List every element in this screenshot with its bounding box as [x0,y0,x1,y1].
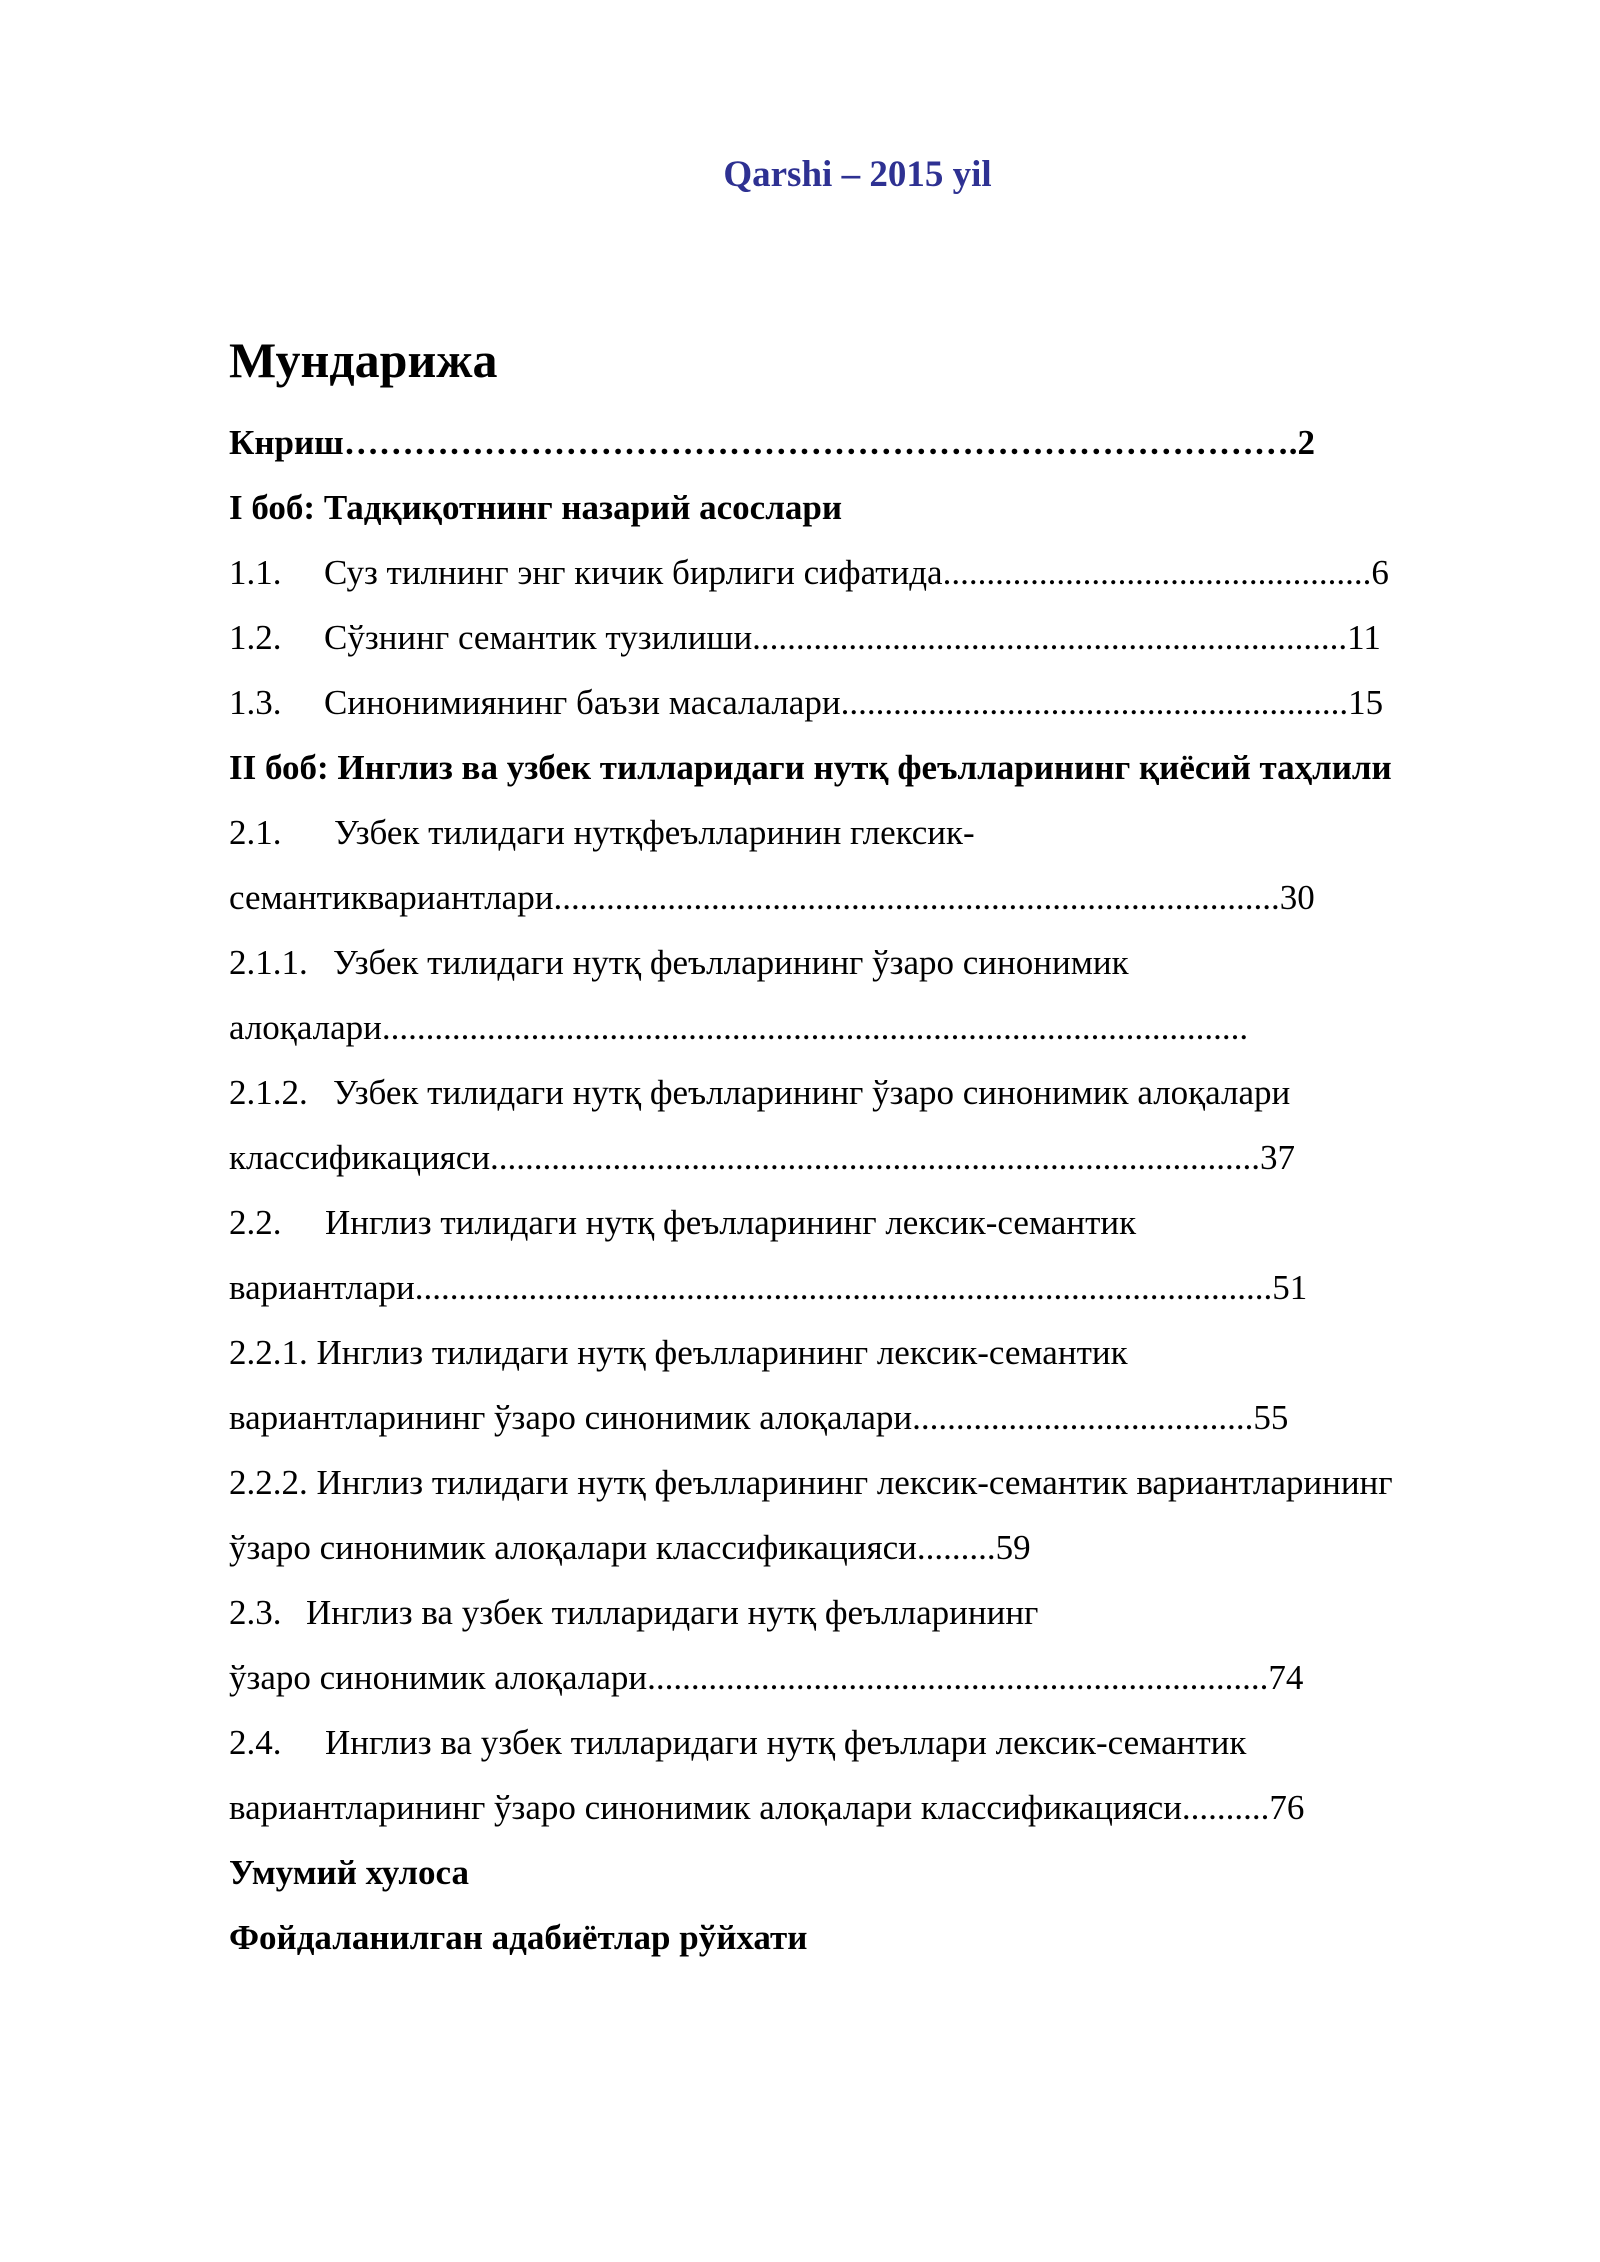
toc-entry-text: I боб: Тадқиқотнинг назарий асослари [229,488,842,527]
toc-entry-2-1-1 [229,930,1489,995]
toc-entry-number: 2.1. [229,813,282,852]
toc-entry-text: Инглиз ва узбек тилларидаги нутқ феъллари лексик-семантик [325,1723,1247,1762]
toc-entry-text: ўзаро синонимик алоқалари.......................................................................74 [229,1658,1304,1697]
toc-entry-number: 2.2. [229,1203,282,1242]
toc-entry-2-4-cont [229,1775,1489,1840]
toc-entry-text: Инглиз ва узбек тилларидаги нутқ феълларининг [306,1593,1039,1632]
toc-entry-text: Сўзнинг семантик тузилиши....................................................................11 [324,618,1381,657]
toc-entry-text: 2.2.1. Инглиз тилидаги нутқ феълларининг лексик-семантик [229,1333,1128,1372]
toc-entry-text: вариантларининг ўзаро синонимик алоқалари классификацияси..........76 [229,1788,1305,1827]
toc-entry-number: 2.3. [229,1593,282,1632]
toc-entry-text: классификацияси........................................................................................37 [229,1138,1296,1177]
toc-entry-2-2 [229,1190,1489,1255]
toc-entry-text: Кнриш……………………………………………………………………….2 [229,423,1315,462]
toc-entry-text: Фойдаланилган адабиётлар рўйхати [229,1918,808,1957]
toc-entry-1-1 [229,540,1489,605]
toc-entry-text: 2.2.2. Инглиз тилидаги нутқ феълларининг лексик-семантик вариантларининг [229,1463,1393,1502]
toc-entry-number: 1.3. [229,683,282,722]
toc-entry-text: вариантларининг ўзаро синонимик алоқалари.......................................55 [229,1398,1289,1437]
toc-entry-2-2-cont [229,1255,1489,1320]
toc-entry-2-2-1-cont [229,1385,1489,1450]
toc-entry-text: Узбек тилидаги нутқфеълларинин глексик- [334,813,975,852]
toc-entry-2-1-2 [229,1060,1489,1125]
toc-entry-bibliography [229,1905,1489,1970]
toc-entry-text: Синонимиянинг баъзи масалалари..........................................................15 [324,683,1384,722]
toc-entry-introduction [229,410,1489,475]
toc-entry-text: вариантлари..................................................................................................51 [229,1268,1308,1307]
toc-chapter-1 [229,475,1489,540]
toc-entry-2-3-cont [229,1645,1489,1710]
toc-entry-2-1 [229,800,1489,865]
toc-entry-2-2-1 [229,1320,1489,1385]
toc-entry-text: Умумий хулоса [229,1853,470,1892]
toc-entry-2-1-1-cont [229,995,1489,1060]
toc-entry-text: семантиквариантлари...................................................................................30 [229,878,1315,917]
toc-entry-1-2 [229,605,1489,670]
toc-entry-number: 2.1.2. [229,1073,308,1112]
toc-entry-2-1-cont [229,865,1489,930]
toc-entry-conclusion [229,1840,1489,1905]
toc-entry-text: Узбек тилидаги нутқ феълларининг ўзаро синонимик [333,943,1129,982]
toc-entry-text: Узбек тилидаги нутқ феълларининг ўзаро синонимик алоқалари [333,1073,1291,1112]
toc-entry-2-3 [229,1580,1489,1645]
toc-entry-1-3 [229,670,1489,735]
toc-entry-number: 2.1.1. [229,943,308,982]
toc-entry-text: II боб: Инглиз ва узбек тилларидаги нутқ феълларининг қиёсий таҳлили [229,748,1392,787]
city-year: Qarshi – 2015 yil [723,154,992,195]
toc-entry-text: алоқалари................................................................................................... [229,1008,1249,1047]
toc-title: Мундарижа [229,332,498,388]
toc-entry-2-2-2-cont [229,1515,1489,1580]
toc-entry-2-1-2-cont [229,1125,1489,1190]
toc-entry-number: 2.4. [229,1723,282,1762]
table-of-contents [229,410,1489,1970]
toc-entry-text: ўзаро синонимик алоқалари классификацияси.........59 [229,1528,1031,1567]
toc-entry-text: Инглиз тилидаги нутқ феълларининг лексик-семантик [325,1203,1137,1242]
toc-entry-2-2-2 [229,1450,1489,1515]
toc-entry-2-4 [229,1710,1489,1775]
toc-entry-number: 1.1. [229,553,282,592]
toc-chapter-2 [229,735,1489,800]
toc-entry-number: 1.2. [229,618,282,657]
toc-entry-text: Суз тилнинг энг кичик бирлиги сифатида.................................................6 [324,553,1389,592]
